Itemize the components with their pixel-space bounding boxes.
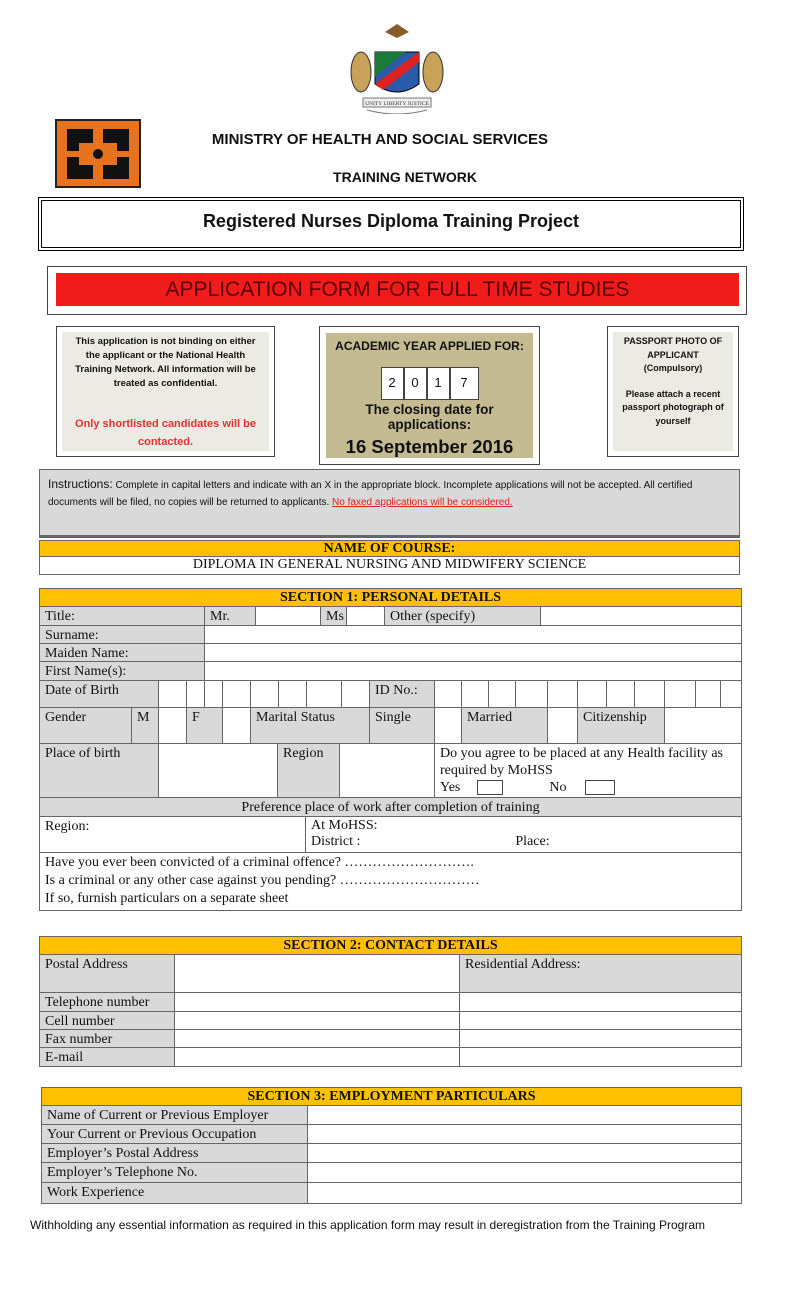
id-box[interactable] (489, 681, 516, 708)
id-box[interactable] (665, 681, 696, 708)
ministry-logo (55, 119, 141, 188)
maiden-name-label: Maiden Name: (40, 644, 205, 662)
title-label: Title: (40, 607, 205, 626)
female-checkbox[interactable] (223, 708, 251, 744)
criminal-question-1: Have you ever been convicted of a criminal offence? ………………………. (45, 855, 474, 870)
section1-header: SECTION 1: PERSONAL DETAILS (39, 588, 742, 607)
dob-label: Date of Birth (40, 681, 159, 708)
surname-label: Surname: (40, 626, 205, 644)
id-box[interactable] (635, 681, 665, 708)
course-name: DIPLOMA IN GENERAL NURSING AND MIDWIFERY SCIENCE (39, 556, 740, 575)
residential-address-field[interactable] (460, 1048, 742, 1067)
coat-of-arms-emblem (345, 22, 449, 114)
marital-status-label: Marital Status (251, 708, 370, 744)
citizenship-label: Citizenship (578, 708, 665, 744)
academic-year-box (319, 326, 540, 465)
employer-telephone-label: Employer’s Telephone No. (42, 1163, 308, 1183)
dob-box[interactable] (307, 681, 342, 708)
region-field[interactable] (340, 744, 435, 798)
form-title-box (47, 266, 747, 315)
network-name: TRAINING NETWORK (333, 169, 477, 185)
photo-title: PASSPORT PHOTO OF APPLICANT (623, 336, 723, 360)
telephone-field[interactable] (175, 993, 460, 1012)
postal-address-field[interactable] (175, 955, 460, 993)
residential-address-field[interactable] (460, 1030, 742, 1048)
instructions-box (39, 469, 740, 538)
married-checkbox[interactable] (548, 708, 578, 744)
other-field[interactable] (541, 607, 742, 626)
year-digit[interactable]: 1 (427, 367, 450, 400)
form-title: APPLICATION FORM FOR FULL TIME STUDIES (56, 273, 739, 306)
closing-date: 16 September 2016 (345, 436, 514, 457)
no-checkbox[interactable] (585, 780, 615, 795)
other-label: Other (specify) (385, 607, 541, 626)
ministry-name: MINISTRY OF HEALTH AND SOCIAL SERVICES (211, 131, 549, 148)
id-box[interactable] (696, 681, 721, 708)
year-digit[interactable]: 2 (381, 367, 404, 400)
preference-region[interactable] (40, 817, 306, 853)
occupation-field[interactable] (308, 1125, 742, 1144)
course-header: NAME OF COURSE: (39, 540, 740, 557)
id-box[interactable] (607, 681, 635, 708)
dob-box[interactable] (279, 681, 307, 708)
id-label: ID No.: (370, 681, 435, 708)
telephone-label: Telephone number (40, 993, 175, 1012)
cell-label: Cell number (40, 1012, 175, 1030)
ms-label: Ms (321, 607, 347, 626)
id-box[interactable] (721, 681, 742, 708)
dob-box[interactable] (187, 681, 205, 708)
employer-telephone-field[interactable] (308, 1163, 742, 1183)
section2-header: SECTION 2: CONTACT DETAILS (39, 936, 742, 955)
photo-note: Please attach a recent passport photograph of yourself (622, 388, 724, 426)
footer-warning: Withholding any essential information as required in this application form may result in deregistration from the Training Program (30, 1218, 705, 1232)
residential-address-field[interactable] (460, 993, 742, 1012)
single-checkbox[interactable] (435, 708, 462, 744)
email-label: E-mail (40, 1048, 175, 1067)
year-digit[interactable]: 7 (450, 367, 479, 400)
employer-address-field[interactable] (308, 1144, 742, 1163)
id-box[interactable] (462, 681, 489, 708)
region-label: Region (278, 744, 340, 798)
year-digit[interactable]: 0 (404, 367, 427, 400)
criminal-question-2: Is a criminal or any other case against you pending? ………………………… (45, 873, 480, 888)
place-label: Place: (515, 834, 550, 849)
photo-sub: (Compulsory) (643, 363, 703, 373)
academic-year-label: ACADEMIC YEAR APPLIED FOR: (335, 339, 524, 353)
dob-box[interactable] (159, 681, 187, 708)
work-experience-field[interactable] (308, 1183, 742, 1204)
ms-checkbox[interactable] (347, 607, 385, 626)
employer-name-label: Name of Current or Previous Employer (42, 1106, 308, 1125)
gender-label: Gender (40, 708, 132, 744)
male-label: M (132, 708, 159, 744)
maiden-name-field[interactable] (205, 644, 742, 662)
notice-box (56, 326, 275, 457)
id-box[interactable] (578, 681, 607, 708)
mr-checkbox[interactable] (256, 607, 321, 626)
work-experience-label: Work Experience (42, 1183, 308, 1204)
project-title: Registered Nurses Diploma Training Project (202, 211, 580, 231)
place-of-birth-label: Place of birth (40, 744, 159, 798)
no-label: No (549, 780, 567, 795)
citizenship-field[interactable] (665, 708, 742, 744)
placement-question-text: Do you agree to be placed at any Health facility as required by MoHSS (440, 746, 723, 778)
preference-mohss[interactable] (306, 817, 742, 853)
dob-box[interactable] (223, 681, 251, 708)
notice-shortlist: Only shortlisted candidates will be contacted. (75, 418, 256, 448)
project-box (38, 197, 744, 251)
single-label: Single (370, 708, 435, 744)
yes-label: Yes (440, 780, 461, 795)
fax-field[interactable] (175, 1030, 460, 1048)
postal-address-label: Postal Address (40, 955, 175, 993)
criminal-note: If so, furnish particulars on a separate sheet (45, 891, 289, 906)
residential-address-field[interactable] (460, 1012, 742, 1030)
female-label: F (187, 708, 223, 744)
place-of-birth-field[interactable] (159, 744, 278, 798)
residential-address-label: Residential Address: (460, 955, 742, 993)
at-mohss-label: At MoHSS: (311, 818, 378, 833)
employer-address-label: Employer’s Postal Address (42, 1144, 308, 1163)
id-box[interactable] (435, 681, 462, 708)
first-names-label: First Name(s): (40, 662, 205, 681)
fax-label: Fax number (40, 1030, 175, 1048)
no-fax-warning: No faxed applications will be considered. (332, 497, 513, 508)
coat-of-arms-motto: UNITY LIBERTY JUSTICE (365, 101, 429, 107)
surname-field[interactable] (205, 626, 742, 644)
employer-name-field[interactable] (308, 1106, 742, 1125)
district-label: District : (311, 834, 361, 849)
occupation-label: Your Current or Previous Occupation (42, 1125, 308, 1144)
married-label: Married (462, 708, 548, 744)
closing-label: The closing date for applications: (365, 402, 494, 432)
notice-text: This application is not binding on either the applicant or the National Health Training Network. All information will be treated as confidential. (75, 336, 256, 389)
dob-box[interactable] (251, 681, 279, 708)
instructions-text: Complete in capital letters and indicate with an X in the appropriate block. Incomplete applications will not be accepted. All certified documents will be filed, no copies will be returned to applicants. (48, 480, 693, 508)
yes-checkbox[interactable] (477, 780, 503, 795)
section3-header: SECTION 3: EMPLOYMENT PARTICULARS (41, 1087, 742, 1106)
cell-field[interactable] (175, 1012, 460, 1030)
dob-box[interactable] (342, 681, 370, 708)
preference-region-label: Region: (45, 819, 90, 834)
first-names-field[interactable] (205, 662, 742, 681)
passport-photo-box (607, 326, 739, 457)
email-field[interactable] (175, 1048, 460, 1067)
placement-question (435, 744, 742, 798)
mr-label: Mr. (205, 607, 256, 626)
id-box[interactable] (548, 681, 578, 708)
dob-box[interactable] (205, 681, 223, 708)
id-box[interactable] (516, 681, 548, 708)
preference-heading: Preference place of work after completion of training (40, 798, 742, 817)
male-checkbox[interactable] (159, 708, 187, 744)
instructions-label: Instructions: (48, 477, 113, 491)
